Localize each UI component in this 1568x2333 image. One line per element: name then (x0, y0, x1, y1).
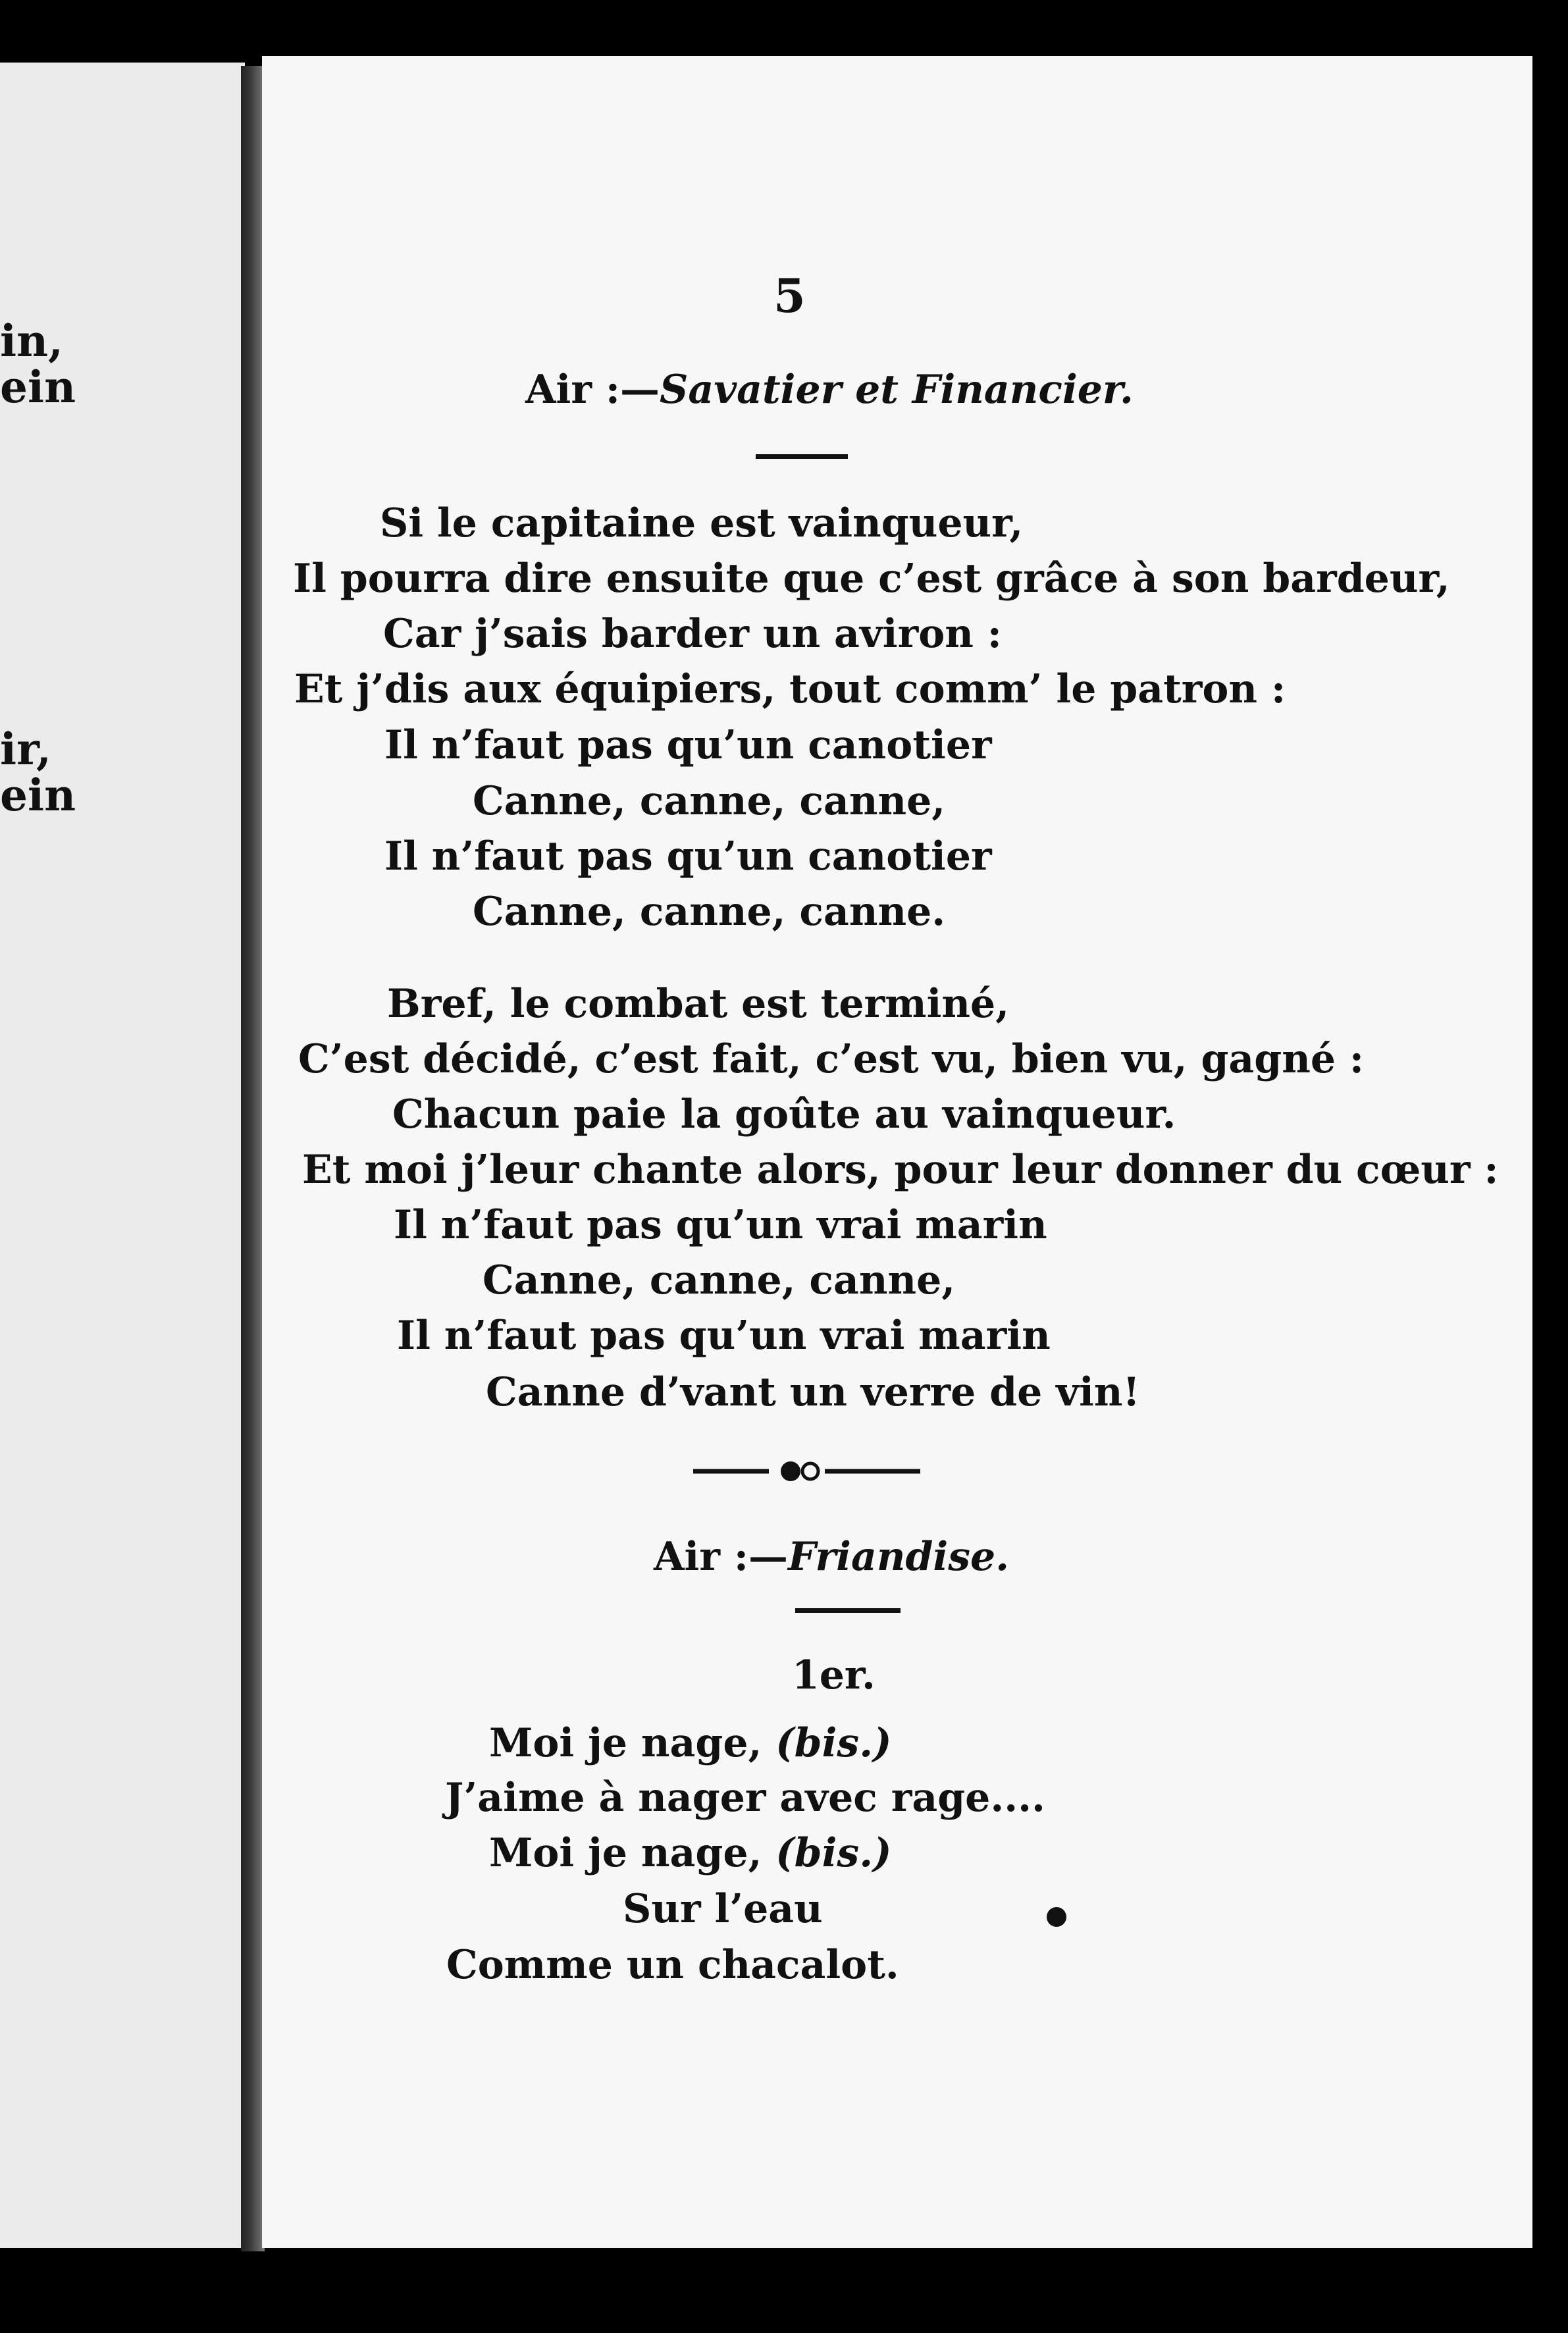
verse-line: Car j’sais barder un aviron : (383, 611, 1002, 657)
air-title: Friandise. (788, 1534, 1010, 1580)
verse-number: 1er. (792, 1652, 875, 1698)
verse-line: C’est décidé, c’est fait, c’est vu, bien vu, gagné : (298, 1036, 1365, 1082)
page-gutter (241, 66, 265, 2251)
air-title: Savatier et Financier. (660, 367, 1134, 413)
ink-dot (1047, 1907, 1066, 1927)
air-label: Air :— (654, 1534, 788, 1580)
divider-rule (756, 454, 848, 459)
page-number: 5 (773, 269, 806, 323)
verse-line: Canne, canne, canne, (473, 778, 946, 824)
verse-line: Canne, canne, canne. (473, 889, 946, 935)
left-page-text: ein (0, 770, 76, 821)
verse-line: Bref, le combat est terminé, (387, 981, 1010, 1027)
verse-line: Sur l’eau (623, 1886, 823, 1932)
air-label: Air :— (525, 367, 660, 413)
verse-line: Il n’faut pas qu’un vrai marin (394, 1202, 1047, 1248)
book-page (262, 56, 1532, 2248)
air-heading (654, 1534, 1010, 1580)
verse-line: Moi je nage, (bis.) (489, 1720, 892, 1766)
verse-line: Moi je nage, (bis.) (489, 1830, 892, 1876)
left-page-text: ir, (0, 723, 52, 775)
verse-line: Et moi j’leur chante alors, pour leur donner du cœur : (302, 1147, 1499, 1193)
verse-line: Canne d’vant un verre de vin! (486, 1369, 1140, 1415)
bis-note: (bis.) (775, 1830, 892, 1876)
bis-note: (bis.) (775, 1720, 892, 1766)
verse-line: Chacun paie la goûte au vainqueur. (392, 1091, 1176, 1138)
section-ornament (693, 1455, 924, 1488)
verse-line: Canne, canne, canne, (483, 1257, 956, 1303)
verse-line: Il pourra dire ensuite que c’est grâce à son bardeur, (293, 556, 1450, 602)
left-page-text: in, (0, 315, 64, 367)
air-heading (525, 367, 1134, 413)
divider-rule (795, 1608, 901, 1613)
left-page-fragment (0, 63, 245, 2248)
verse-line: Si le capitaine est vainqueur, (380, 500, 1024, 546)
verse-line: Il n’faut pas qu’un canotier (384, 722, 992, 768)
verse-line: J’aime à nager avec rage.... (445, 1775, 1045, 1821)
verse-line: Comme un chacalot. (446, 1942, 899, 1988)
verse-line: Il n’faut pas qu’un canotier (384, 833, 992, 879)
left-page-text: ein (0, 361, 76, 413)
verse-line: Il n’faut pas qu’un vrai marin (397, 1313, 1051, 1359)
verse-line: Et j’dis aux équipiers, tout comm’ le patron : (294, 666, 1286, 712)
